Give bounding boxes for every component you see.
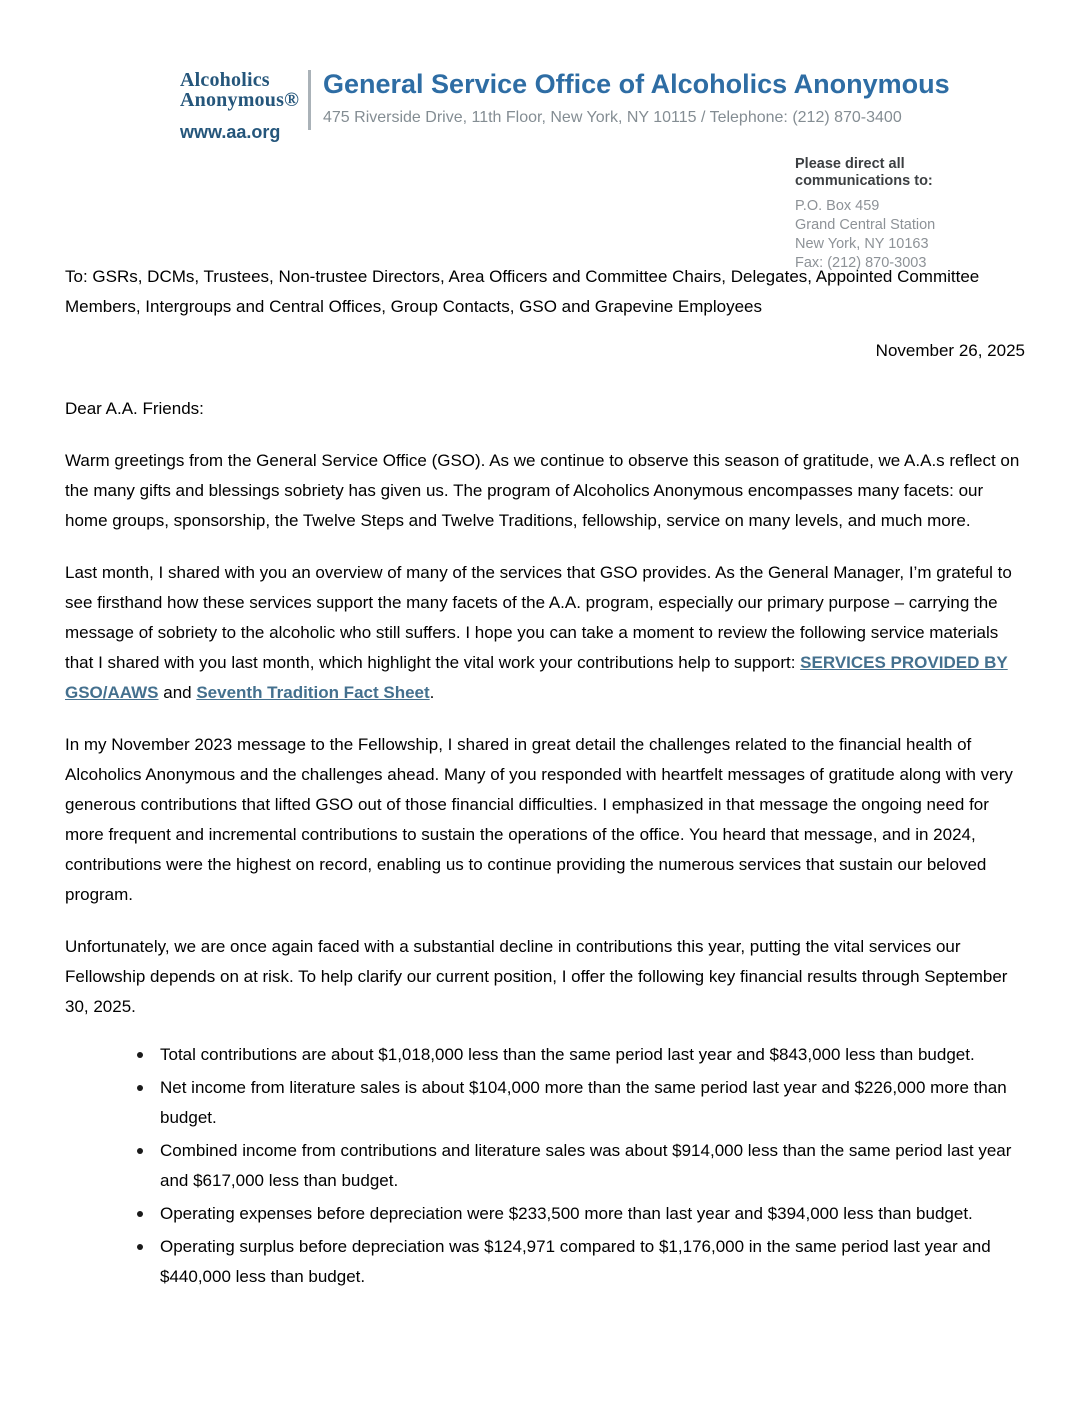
aa-logo bbox=[180, 66, 308, 143]
financial-result-item: Net income from literature sales is about $104,000 more than the same period last year and $226,000 more than budget. bbox=[130, 1073, 1025, 1133]
communications-box bbox=[795, 156, 965, 273]
paragraph-services-connector: and bbox=[158, 683, 197, 702]
communications-heading: Please direct all communications to: bbox=[795, 156, 933, 189]
recipients-line: To: GSRs, DCMs, Trustees, Non-trustee Directors, Area Officers and Committee Chairs, Delegates, Appointed Committee Members, Intergroups and Central Offices, Group Contacts, GSO and Grapevine Employees bbox=[65, 267, 980, 316]
link-seventh-tradition-fact-sheet[interactable]: Seventh Tradition Fact Sheet bbox=[196, 683, 430, 702]
financial-result-item: Operating expenses before depreciation were $233,500 more than last year and $394,000 less than budget. bbox=[130, 1199, 1025, 1229]
financial-result-item: Total contributions are about $1,018,000 less than the same period last year and $843,000 less than budget. bbox=[130, 1040, 1025, 1070]
office-title: General Service Office of Alcoholics Anonymous bbox=[323, 69, 950, 99]
aa-logo-line1: Alcoholics bbox=[180, 69, 270, 91]
paragraph-decline: Unfortunately, we are once again faced with a substantial decline in contributions this year, putting the vital services our Fellowship depends on at risk. To help clarify our current position, I offer the following key financial results through September 30, 2025. bbox=[65, 937, 1008, 1016]
letterhead-divider bbox=[308, 70, 311, 130]
paragraph-services bbox=[65, 558, 1025, 708]
paragraph-services-period: . bbox=[429, 683, 435, 702]
paragraph-history: In my November 2023 message to the Fellowship, I shared in great detail the challenges related to the financial health of Alcoholics Anonymous and the challenges ahead. Many of you responded with heartfelt messages of gratitude along with very generous contributions that lifted GSO out of those financial difficulties. I emphasized in that message the ongoing need for more frequent and incremental contributions to sustain the operations of the office. You heard that message, and in 2024, contributions were the highest on record, enabling us to continue providing the numerous services that sustain our beloved program. bbox=[65, 735, 1013, 904]
financial-result-item: Operating surplus before depreciation was $124,971 compared to $1,176,000 in the same period last year and $440,000 less than budget. bbox=[130, 1232, 1025, 1292]
letter-date: November 26, 2025 bbox=[875, 341, 1025, 360]
communications-address-line: Grand Central Station bbox=[795, 217, 936, 233]
aa-logo-line2: Anonymous® bbox=[180, 89, 300, 111]
paragraph-services-intro: Last month, I shared with you an overview of many of the services that GSO provides. As the General Manager, I’m grateful to see firsthand how these services support the many facets of the A.A. program, especially our primary purpose – carrying the message of sobriety to the alcoholic who still suffers. I hope you can take a moment to review the following service materials that I shared with you last month, which highlight the vital work your contributions help to support: bbox=[65, 563, 1012, 672]
aa-website: www.aa.org bbox=[180, 122, 281, 142]
paragraph-greeting: Warm greetings from the General Service Office (GSO). As we continue to observe this season of gratitude, we A.A.s reflect on the many gifts and blessings sobriety has given us. The program of Alcoholics Anonymous encompasses many facets: our home groups, sponsorship, the Twelve Steps and Twelve Traditions, fellowship, service on many levels, and much more. bbox=[65, 451, 1020, 530]
financial-result-item: Combined income from contributions and literature sales was about $914,000 less than the same period last year and $617,000 less than budget. bbox=[130, 1136, 1025, 1196]
communications-address-line: New York, NY 10163 bbox=[795, 236, 929, 252]
salutation: Dear A.A. Friends: bbox=[65, 399, 204, 418]
letterhead bbox=[180, 66, 950, 143]
link-services-provided-by-gso-aaws[interactable]: SERVICES PROVIDED BY GSO/AAWS bbox=[65, 653, 1008, 702]
communications-address-line: P.O. Box 459 bbox=[795, 198, 880, 214]
letter-body bbox=[65, 262, 1025, 1295]
financial-results-list bbox=[130, 1040, 1025, 1292]
office-address: 475 Riverside Drive, 11th Floor, New York, NY 10115 / Telephone: (212) 870-3400 bbox=[323, 109, 902, 126]
office-block bbox=[323, 66, 950, 127]
communications-address-line: Fax: (212) 870-3003 bbox=[795, 255, 927, 271]
